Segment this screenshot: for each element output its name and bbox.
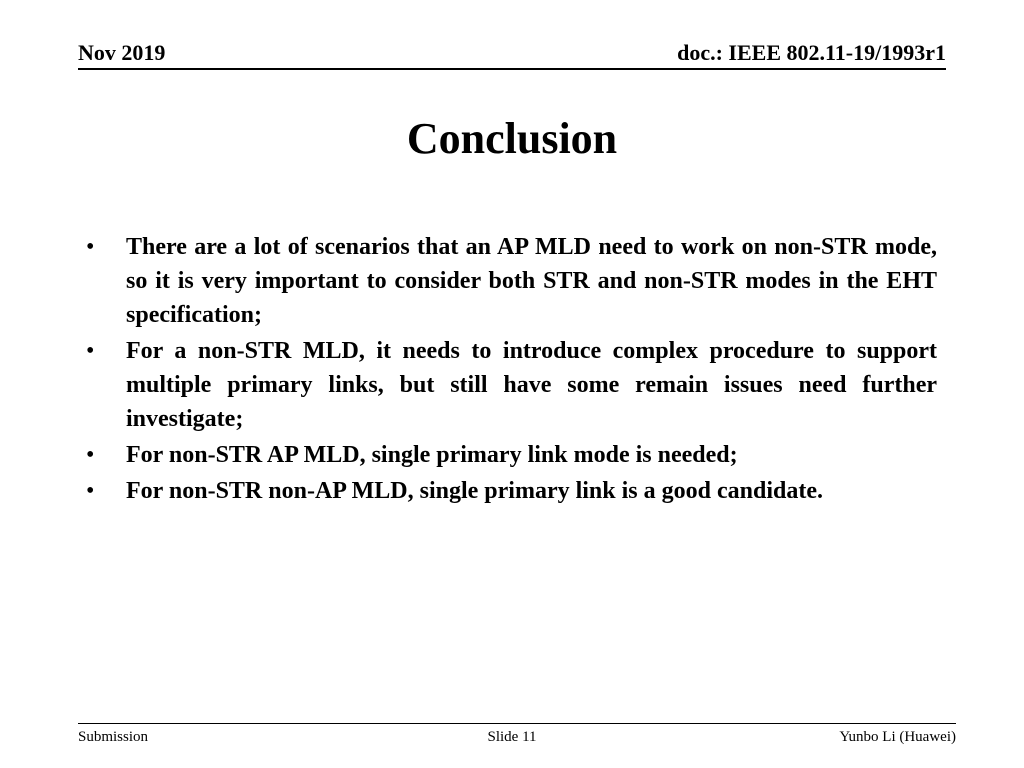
- footer-author: Yunbo Li (Huawei): [839, 729, 956, 745]
- bullet-dot-icon: •: [86, 338, 95, 364]
- footer-divider: [78, 723, 956, 724]
- bullet-text: For non-STR AP MLD, single primary link mode is needed;: [126, 442, 738, 468]
- bullet-dot-icon: •: [86, 442, 95, 468]
- header-doc-id: doc.: IEEE 802.11-19/1993r1: [677, 40, 946, 65]
- slide-title: Conclusion: [406, 114, 618, 163]
- header-divider: [78, 68, 946, 70]
- bullet-list: [86, 230, 937, 510]
- bullet-dot-icon: •: [86, 234, 95, 260]
- bullet-text: For non-STR non-AP MLD, single primary link is a good candidate.: [126, 478, 823, 504]
- bullet-text: There are a lot of scenarios that an AP MLD need to work on non-STR mode, so it is very important to consider both STR and non-STR modes in the EHT specification;: [126, 234, 937, 328]
- bullet-text: For a non-STR MLD, it needs to introduce complex procedure to support multiple primary links, but still have some remain issues need further investigate;: [126, 338, 937, 432]
- bullet-dot-icon: •: [86, 478, 95, 504]
- header-date: Nov 2019: [78, 40, 166, 65]
- footer-slide-number: Slide 11: [487, 729, 537, 745]
- bullet-item: [86, 334, 937, 436]
- bullet-item: [86, 438, 937, 472]
- bullet-item: [86, 230, 937, 332]
- footer-submission: Submission: [78, 729, 149, 745]
- bullet-item: [86, 474, 937, 508]
